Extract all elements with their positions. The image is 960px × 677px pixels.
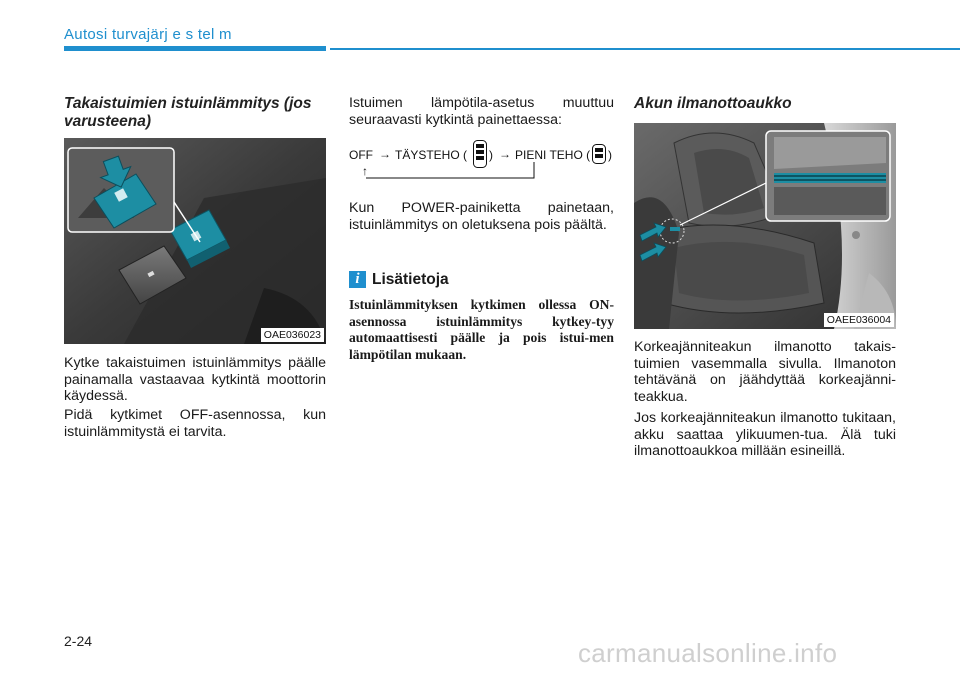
section-header-title: Autosi turvajärj e s tel m bbox=[64, 26, 232, 43]
formula-off: OFF bbox=[349, 148, 373, 162]
low-power-indicator-icon bbox=[592, 144, 606, 164]
rear-seat-heater-switch-photo bbox=[64, 138, 326, 344]
page-number: 2-24 bbox=[64, 633, 93, 649]
rear-seat-illustration bbox=[634, 123, 896, 329]
formula-low-close: ) bbox=[608, 148, 612, 162]
header-rule-thin bbox=[330, 48, 960, 50]
formula-low-power: PIENI TEHO ( bbox=[515, 148, 591, 162]
header-rule-thick bbox=[64, 46, 326, 51]
right-paragraph-1: Korkeajänniteakun ilmanotto takais-tuimien vasemmalla sivulla. Ilmanoton tehtävänä on jäähdyttää korkeajänni-teakkua. bbox=[634, 339, 896, 405]
return-loop-line bbox=[366, 162, 538, 182]
info-box-title: Lisätietoja bbox=[372, 271, 449, 288]
image-code-label: OAE036023 bbox=[261, 328, 324, 342]
battery-air-intake-photo bbox=[634, 123, 896, 329]
formula-arrow-2: → bbox=[499, 147, 511, 161]
formula-arrow-1: → bbox=[379, 147, 391, 161]
image-code-label: OAEE036004 bbox=[824, 313, 894, 327]
formula-full-close: ) bbox=[489, 148, 493, 162]
formula-full-power: TÄYSTEHO ( bbox=[395, 148, 468, 162]
temperature-setting-intro: Istuimen lämpötila-asetus muuttuu seuraavasti kytkintä painettaessa: bbox=[349, 95, 614, 128]
info-icon: i bbox=[349, 271, 366, 288]
rear-seat-heater-heading: Takaistuimien istuinlämmitys (jos varusteena) bbox=[64, 95, 312, 130]
watermark-text: carmanualsonline.info bbox=[578, 638, 838, 668]
left-paragraph-1: Kytke takaistuimen istuinlämmitys päälle painamalla vastaavaa kytkintä moottorin käydessä. bbox=[64, 355, 326, 404]
door-panel-illustration bbox=[64, 138, 326, 344]
info-box-text: Istuinlämmityksen kytkimen ollessa ON-asennossa istuinlämmitys kytkey-tyy automaattisesti päälle ja pois istui-men lämpötilan mukaan. bbox=[349, 297, 614, 362]
right-paragraph-2: Jos korkeajänniteakun ilmanotto tukitaan, akku saattaa ylikuumen-tua. Älä tuki ilmanottoaukkoa millään esineillä. bbox=[634, 410, 896, 459]
left-paragraph-2: Pidä kytkimet OFF-asennossa, kun istuinlämmitystä ei tarvita. bbox=[64, 407, 326, 440]
power-button-note: Kun POWER-painiketta painetaan, istuinlämmitys on oletuksena pois päältä. bbox=[349, 200, 614, 233]
formula-return-arrow: ↑ bbox=[362, 164, 368, 178]
battery-air-intake-heading: Akun ilmanottoaukko bbox=[634, 95, 792, 112]
switch-sequence-diagram bbox=[349, 146, 619, 184]
